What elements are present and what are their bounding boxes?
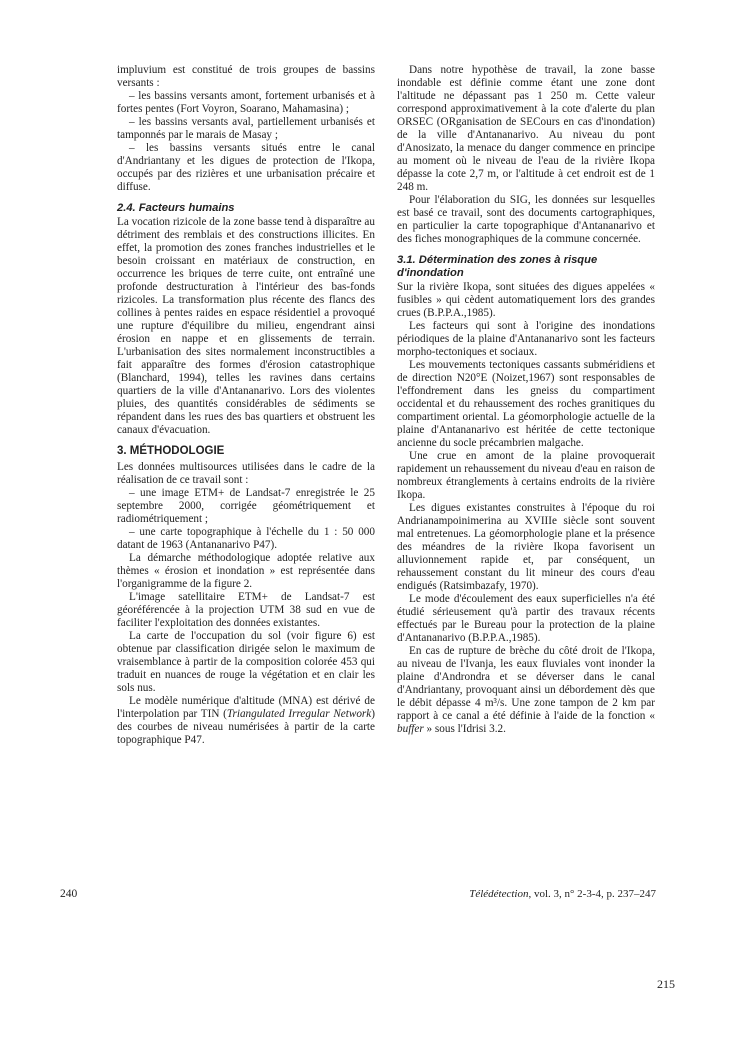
list-item: – une carte topographique à l'échelle du 1 : 50 000 datant de 1963 (Antananarivo P47).: [117, 526, 375, 551]
paragraph: Pour l'élaboration du SIG, les données sur lesquelles est basé ce travail, sont des documents cartographiques, en particulier la carte topographique d'Antananarivo et des fiches monographiques de la commune concernée.: [397, 194, 655, 245]
list-item: – les bassins versants amont, fortement urbanisés et à fortes pentes (Fort Voyron, Soarano, Mahamasina) ;: [117, 90, 375, 115]
printed-page-number: 215: [657, 977, 675, 991]
journal-title: Télédétection: [469, 888, 529, 900]
paragraph: Le mode d'écoulement des eaux superficielles n'a été étudié sérieusement qu'à partir des travaux récents effectués par le Bureau pour la protection de la plaine d'Antananarivo (B.P.P.A.,1985).: [397, 593, 655, 644]
section-heading-2-4: 2.4. Facteurs humains: [117, 202, 235, 214]
paragraph: Les mouvements tectoniques cassants subméridiens et de direction N20°E (Noizet,1967) sont responsables de l'effondrement dans les gneiss du compartiment occidental et du rehaussement des roches granitiques du compartiment oriental. La géomorphologie actuelle de la plaine d'Antananarivo est héritée de cette tectonique ancienne du socle précambrien malgache.: [397, 359, 655, 449]
paragraph: [117, 695, 375, 747]
footer-page-number: 240: [60, 888, 78, 900]
paragraph: Sur la rivière Ikopa, sont situées des digues appelées « fusibles » qui cèdent automatiquement lors des grandes crues (B.P.P.A.,1985).: [397, 281, 655, 319]
text-run: Le modèle numérique d'altitude (MNA) est dérivé de l'interpolation par TIN (: [117, 695, 375, 720]
paragraph: Les digues existantes construites à l'époque du roi Andrianampoinimerina au XVIIIe siècle sont souvent mal entretenues. La géomorphologie plane et la présence des méandres de la rivière Ikopa favorisent un alluvionnement rapide et, par conséquent, un rehaussement constant du lit mineur des cours d'eau endigués (Ratsimbazafy, 1970).: [397, 502, 655, 592]
text-run: ) des courbes de niveau numérisées à partir de la carte topographique P47.: [117, 708, 375, 746]
italic-term: Triangulated Irregular Network: [226, 708, 372, 720]
journal-volume-pages: , vol. 3, n° 2-3-4, p. 237–247: [528, 888, 656, 900]
paragraph: impluvium est constitué de trois groupes de bassins versants :: [117, 64, 375, 89]
text-run: » sous l'Idrisi 3.2.: [423, 723, 506, 735]
list-item: – les bassins versants aval, partiellement urbanisés et tamponnés par le marais de Masay ;: [117, 116, 375, 141]
list-item: – les bassins versants situés entre le canal d'Andriantany et les digues de protection de l'Ikopa, occupés par des rizières et une urbanisation précaire et diffuse.: [117, 142, 375, 193]
italic-term: buffer: [397, 723, 424, 735]
footer-journal-reference: [469, 888, 656, 900]
paragraph: Les facteurs qui sont à l'origine des inondations périodiques de la plaine d'Antananarivo sont les facteurs morpho-tectoniques et sociaux.: [397, 320, 655, 358]
paragraph: La démarche méthodologique adoptée relative aux thèmes « érosion et inondation » est représentée dans l'organigramme de la figure 2.: [117, 552, 375, 590]
paragraph: L'image satellitaire ETM+ de Landsat-7 est géoréférencée à la projection UTM 38 sud en vue de faciliter l'exploitation des données existantes.: [117, 591, 375, 629]
section-heading-3-1: 3.1. Détermination des zones à risque d'inondation: [397, 254, 598, 279]
paragraph: La vocation rizicole de la zone basse tend à disparaître au détriment des remblais et des constructions illicites. En effet, la promotion des zones franches industrielles et le besoin croissant en matériaux de construction, en occurrence les briques de terre cuite, ont entraîné une profonde destructuration à l'intérieur des bas-fonds rizicoles. La transformation plus récente des flancs des collines à pentes raides en espace résidentiel a provoqué une rupture d'équilibre du milieu, engendrant ainsi érosion en nappe et en glissements de terrain. L'urbanisation des sites normalement inconstructibles a fait apparaître des formes d'érosion catastrophique (Blanchard, 1994), telles les ravines dans certains quartiers de la ville d'Antananarivo. Lors des violentes pluies, des quantités considérables de sédiments se répandent dans les rues des bas quartiers et obstruent les canaux d'évacuation.: [117, 216, 375, 436]
paragraph: Une crue en amont de la plaine provoquerait rapidement un rehaussement du niveau d'eau en raison de nombreux étranglements à certains endroits de la rivière Ikopa.: [397, 450, 655, 501]
list-item: – une image ETM+ de Landsat-7 enregistrée le 25 septembre 2000, corrigée géométriquement et radiométriquement ;: [117, 487, 375, 525]
section-heading-3: 3. MÉTHODOLOGIE: [117, 445, 225, 457]
paragraph: Dans notre hypothèse de travail, la zone basse inondable est définie comme étant une zone dont l'altitude ne dépassant pas 1 250 m. Cette valeur correspond approximativement à la cote d'alerte du plan ORSEC (ORganisation de SECours en cas d'inondation) de la ville d'Antananarivo. Au niveau du pont d'Anosizato, la menace du danger commence en principe au moment où le niveau de l'eau de la rivière Ikopa dépasse la cote 2,7 m, or l'altitude à cet endroit est de 1 248 m.: [397, 64, 655, 193]
paragraph: Les données multisources utilisées dans le cadre de la réalisation de ce travail sont :: [117, 461, 375, 486]
paragraph: La carte de l'occupation du sol (voir figure 6) est obtenue par classification dirigée selon le maximum de vraisemblance à partir de la composition colorée 453 qui traduit en nuances de rouge la végétation et en clair les sols nus.: [117, 630, 375, 694]
right-column: [397, 64, 655, 736]
paragraph: [397, 645, 655, 736]
left-column: [117, 64, 375, 747]
text-run: En cas de rupture de brèche du côté droit de l'Ikopa, au niveau de l'Ivanja, les eaux fluviales vont inonder la plaine d'Androndra et se déverser dans le canal d'Andriantany, provoquant ainsi un débordement dès que le débit dépasse 4 m³/s. Une zone tampon de 2 km par rapport à ce canal a été définie à l'aide de la fonction «: [397, 645, 655, 722]
